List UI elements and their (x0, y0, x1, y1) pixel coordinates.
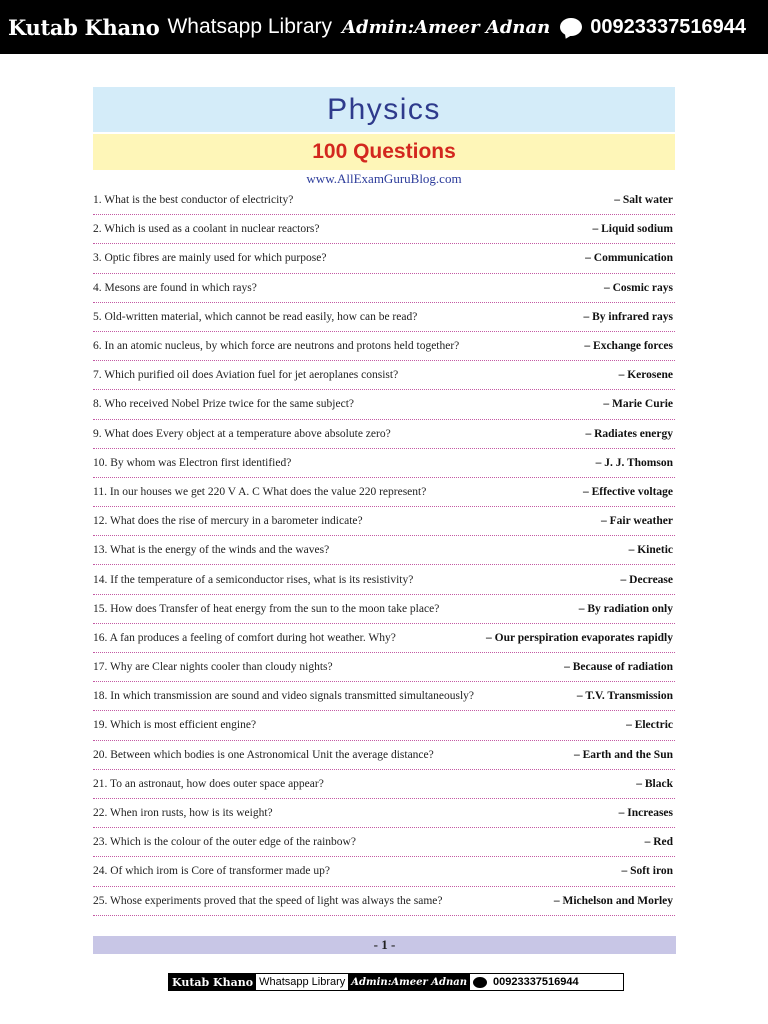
question-row (93, 332, 675, 361)
footer-banner (168, 973, 624, 991)
question-text: 19. Which is most efficient engine? (93, 719, 257, 732)
question-text: 12. What does the rise of mercury in a barometer indicate? (93, 515, 363, 528)
question-text: 20. Between which bodies is one Astronomical Unit the average distance? (93, 748, 434, 761)
answer-text: – T.V. Transmission (576, 690, 673, 703)
question-text: 22. When iron rusts, how is its weight? (93, 807, 273, 820)
answer-text: – Liquid sodium (592, 223, 673, 236)
header-admin: Admin:Ameer Adnan (342, 16, 551, 38)
page-title: Physics (327, 92, 441, 126)
answer-text: – By radiation only (578, 602, 673, 615)
title-box (93, 87, 675, 132)
answer-text: – Red (644, 836, 673, 849)
question-row (93, 361, 675, 390)
website-link[interactable]: www.AllExamGuruBlog.com (306, 171, 462, 186)
answer-text: – Radiates energy (585, 427, 673, 440)
answer-text: – Soft iron (621, 865, 673, 878)
question-row (93, 799, 675, 828)
question-text: 18. In which transmission are sound and video signals transmitted simultaneously? (93, 690, 475, 703)
header-library-name: Kutab Khano (8, 14, 160, 40)
answer-text: – Our perspiration evaporates rapidly (486, 631, 673, 644)
question-row (93, 887, 675, 916)
question-text: 14. If the temperature of a semiconductor rises, what is its resistivity? (93, 573, 414, 586)
footer-admin: Admin:Ameer Adnan (348, 974, 470, 990)
answer-text: – Electric (626, 719, 673, 732)
question-row (93, 624, 675, 653)
answer-text: – Increases (618, 807, 673, 820)
answer-text: – Kerosene (618, 369, 673, 382)
question-row (93, 857, 675, 886)
answer-text: – Salt water (614, 194, 673, 207)
question-row (93, 186, 675, 215)
question-list (93, 186, 675, 916)
question-text: 4. Mesons are found in which rays? (93, 281, 257, 294)
answer-text: – Communication (585, 252, 673, 265)
question-text: 8. Who received Nobel Prize twice for the same subject? (93, 398, 354, 411)
question-row (93, 653, 675, 682)
question-row (93, 507, 675, 536)
question-row (93, 215, 675, 244)
subtitle-box (93, 134, 675, 170)
question-text: 17. Why are Clear nights cooler than cloudy nights? (93, 661, 333, 674)
question-row (93, 711, 675, 740)
answer-text: – Kinetic (628, 544, 673, 557)
header-phone: 00923337516944 (590, 15, 747, 38)
footer-library-name: Kutab Khano (169, 974, 256, 990)
question-row (93, 420, 675, 449)
question-text: 11. In our houses we get 220 V A. C What does the value 220 represent? (93, 485, 427, 498)
question-text: 16. A fan produces a feeling of comfort during hot weather. Why? (93, 631, 396, 644)
page-number: - 1 - (93, 936, 676, 954)
question-text: 9. What does Every object at a temperature above absolute zero? (93, 427, 391, 440)
question-text: 24. Of which irom is Core of transformer made up? (93, 865, 330, 878)
question-text: 3. Optic fibres are mainly used for which purpose? (93, 252, 327, 265)
question-row (93, 390, 675, 419)
answer-text: – Black (636, 777, 673, 790)
question-row (93, 770, 675, 799)
header-banner (0, 0, 768, 54)
question-row (93, 595, 675, 624)
answer-text: – J. J. Thomson (595, 456, 673, 469)
page-subtitle: 100 Questions (312, 140, 456, 163)
question-row (93, 449, 675, 478)
footer-phone: 00923337516944 (492, 976, 579, 988)
question-row (93, 828, 675, 857)
question-text: 25. Whose experiments proved that the speed of light was always the same? (93, 894, 443, 907)
answer-text: – Because of radiation (564, 661, 673, 674)
question-text: 21. To an astronaut, how does outer space appear? (93, 777, 324, 790)
answer-text: – Marie Curie (603, 398, 673, 411)
question-text: 10. By whom was Electron first identified? (93, 456, 292, 469)
answer-text: – Exchange forces (584, 340, 673, 353)
question-text: 15. How does Transfer of heat energy from the sun to the moon take place? (93, 602, 440, 615)
question-text: 5. Old-written material, which cannot be read easily, how can be read? (93, 310, 418, 323)
question-text: 1. What is the best conductor of electricity? (93, 194, 294, 207)
answer-text: – Earth and the Sun (573, 748, 673, 761)
answer-text: – Cosmic rays (604, 281, 673, 294)
footer-app-name: Whatsapp Library (259, 976, 346, 988)
header-app-name: Whatsapp Library (167, 15, 333, 38)
whatsapp-icon (473, 977, 487, 988)
question-row (93, 682, 675, 711)
answer-text: – Effective voltage (582, 485, 673, 498)
whatsapp-icon (560, 18, 582, 36)
question-row (93, 244, 675, 273)
question-text: 6. In an atomic nucleus, by which force are neutrons and protons held together? (93, 340, 460, 353)
question-text: 23. Which is the colour of the outer edge of the rainbow? (93, 836, 356, 849)
question-text: 2. Which is used as a coolant in nuclear reactors? (93, 223, 320, 236)
answer-text: – By infrared rays (583, 310, 673, 323)
answer-text: – Michelson and Morley (553, 894, 673, 907)
question-row (93, 303, 675, 332)
question-row (93, 741, 675, 770)
question-row (93, 274, 675, 303)
answer-text: – Decrease (620, 573, 673, 586)
question-row (93, 536, 675, 565)
answer-text: – Fair weather (601, 515, 673, 528)
question-row (93, 565, 675, 594)
question-text: 7. Which purified oil does Aviation fuel for jet aeroplanes consist? (93, 369, 399, 382)
question-text: 13. What is the energy of the winds and the waves? (93, 544, 330, 557)
question-row (93, 478, 675, 507)
